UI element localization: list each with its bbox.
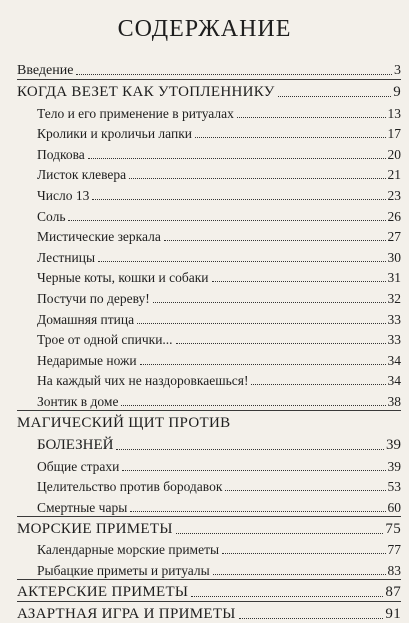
dot-leader: [116, 449, 384, 450]
toc-entry-label: АЗАРТНАЯ ИГРА И ПРИМЕТЫ: [17, 605, 236, 622]
toc-entry-page: 27: [387, 229, 401, 245]
toc-entry-label: Общие страхи: [37, 458, 120, 474]
toc-entry-label: Листок клевера: [37, 167, 127, 183]
toc-entry-label: Соль: [37, 208, 66, 224]
dot-leader: [222, 553, 385, 554]
dot-leader: [129, 178, 385, 179]
dot-leader: [212, 281, 386, 282]
dot-leader: [176, 533, 384, 534]
page-title: СОДЕРЖАНИЕ: [117, 16, 292, 42]
dot-leader: [76, 74, 392, 75]
toc-entry-label: Черные коты, кошки и собаки: [37, 270, 209, 286]
toc-subentry: [17, 163, 401, 184]
dot-leader: [191, 596, 383, 597]
toc-entry-label: Тело и его применение в ритуалах: [37, 105, 234, 121]
dot-leader: [213, 574, 386, 575]
dot-leader: [122, 470, 385, 471]
toc-entry-label: Зонтик в доме: [37, 393, 119, 409]
toc-entry-page: 9: [393, 84, 401, 100]
toc-entry-page: 91: [385, 605, 401, 622]
toc-entry-page: 33: [387, 311, 401, 327]
toc-entry-label: Число 13: [37, 187, 90, 203]
toc-entry-label: Недаримые ножи: [37, 352, 137, 368]
toc-subentry: [17, 475, 401, 496]
toc-section-heading: [17, 516, 401, 538]
toc-entry-page: 34: [387, 373, 401, 389]
toc-entry-page: 21: [387, 167, 401, 183]
toc-entry-label: Смертные чары: [37, 499, 128, 515]
toc-entry-page: 13: [387, 105, 401, 121]
toc-section-heading: [17, 79, 401, 101]
toc-subentry: [17, 225, 401, 246]
toc-entry-label: МОРСКИЕ ПРИМЕТЫ: [17, 520, 173, 537]
toc-subentry: [17, 101, 401, 122]
toc-section-heading-continued: [17, 432, 401, 454]
dot-leader: [140, 364, 386, 365]
toc-section-heading: [17, 410, 401, 432]
toc-entry-page: 60: [387, 499, 401, 515]
toc-entry-label: Домашняя птица: [37, 311, 135, 327]
toc-entry-label: Введение: [17, 63, 74, 78]
toc-subentry: [17, 245, 401, 266]
toc-entry-page: 26: [387, 208, 401, 224]
toc-subentry: [17, 142, 401, 163]
dot-leader: [195, 137, 386, 138]
toc-entry-page: 39: [386, 436, 401, 453]
toc-subentry: [17, 266, 401, 287]
toc-entry-page: 31: [387, 270, 401, 286]
toc-subentry: [17, 307, 401, 328]
toc-section-heading: [17, 601, 401, 623]
toc-entry-label: Подкова: [37, 146, 85, 162]
dot-leader: [239, 618, 384, 619]
dot-leader: [98, 261, 385, 262]
toc-entry-page: 77: [387, 542, 401, 558]
dot-leader: [130, 511, 385, 512]
dot-leader: [225, 490, 385, 491]
toc-entry-label: Рыбацкие приметы и ритуалы: [37, 562, 210, 578]
toc-entry-label: Трое от одной спички...: [37, 332, 173, 348]
toc-subentry: [17, 122, 401, 143]
toc-entry-label: МАГИЧЕСКИЙ ЩИТ ПРОТИВ: [17, 414, 231, 431]
toc-entry-page: 17: [387, 126, 401, 142]
toc-subentry: [17, 183, 401, 204]
toc-subentry: [17, 558, 401, 579]
toc-entry-page: 39: [387, 458, 401, 474]
toc-subentry: [17, 328, 401, 349]
toc-entry-page: 87: [385, 583, 401, 600]
toc-entry-page: 33: [387, 332, 401, 348]
toc-subentry: [17, 454, 401, 475]
toc-subentry: [17, 204, 401, 225]
toc-entry-label: Кролики и кроличьи лапки: [37, 126, 192, 142]
toc-entry-page: 38: [387, 393, 401, 409]
toc-subentry: [17, 495, 401, 516]
toc-entry-label: Мистические зеркала: [37, 229, 161, 245]
toc-subentry: [17, 286, 401, 307]
dot-leader: [137, 323, 385, 324]
dot-leader: [153, 302, 386, 303]
dot-leader: [237, 117, 386, 118]
dot-leader: [88, 158, 386, 159]
toc-subentry: [17, 538, 401, 559]
dot-leader: [176, 343, 386, 344]
toc-entry-label: КОГДА ВЕЗЕТ КАК УТОПЛЕННИКУ: [17, 84, 275, 100]
toc-entry-label: Лестницы: [37, 249, 96, 265]
toc-entry-page: 3: [394, 63, 401, 78]
toc-entry-label: Целительство против бородавок: [37, 479, 223, 495]
toc-entry-label: АКТЕРСКИЕ ПРИМЕТЫ: [17, 583, 189, 600]
dot-leader: [68, 220, 385, 221]
toc-entry-label: БОЛЕЗНЕЙ: [37, 436, 114, 453]
toc-entry-page: 20: [387, 146, 401, 162]
dot-leader: [251, 384, 385, 385]
toc-entry-page: 34: [387, 352, 401, 368]
dot-leader: [278, 96, 392, 97]
toc-entry-label: На каждый чих не наздоровкаешься!: [37, 373, 249, 389]
toc-entry-page: 53: [387, 479, 401, 495]
toc-subentry: [17, 389, 401, 410]
dot-leader: [92, 199, 385, 200]
table-of-contents: [17, 58, 401, 623]
toc-entry-label: Постучи по дереву!: [37, 290, 150, 306]
toc-entry-page: 83: [387, 562, 401, 578]
dot-leader: [164, 240, 386, 241]
toc-entry-page: 30: [387, 249, 401, 265]
toc-entry-page: 32: [387, 290, 401, 306]
toc-subentry: [17, 348, 401, 369]
toc-entry-intro: [17, 58, 401, 79]
toc-entry-label: Календарные морские приметы: [37, 542, 220, 558]
dot-leader: [121, 405, 385, 406]
toc-entry-page: 23: [387, 187, 401, 203]
toc-entry-page: 75: [385, 520, 401, 537]
toc-subentry: [17, 369, 401, 390]
